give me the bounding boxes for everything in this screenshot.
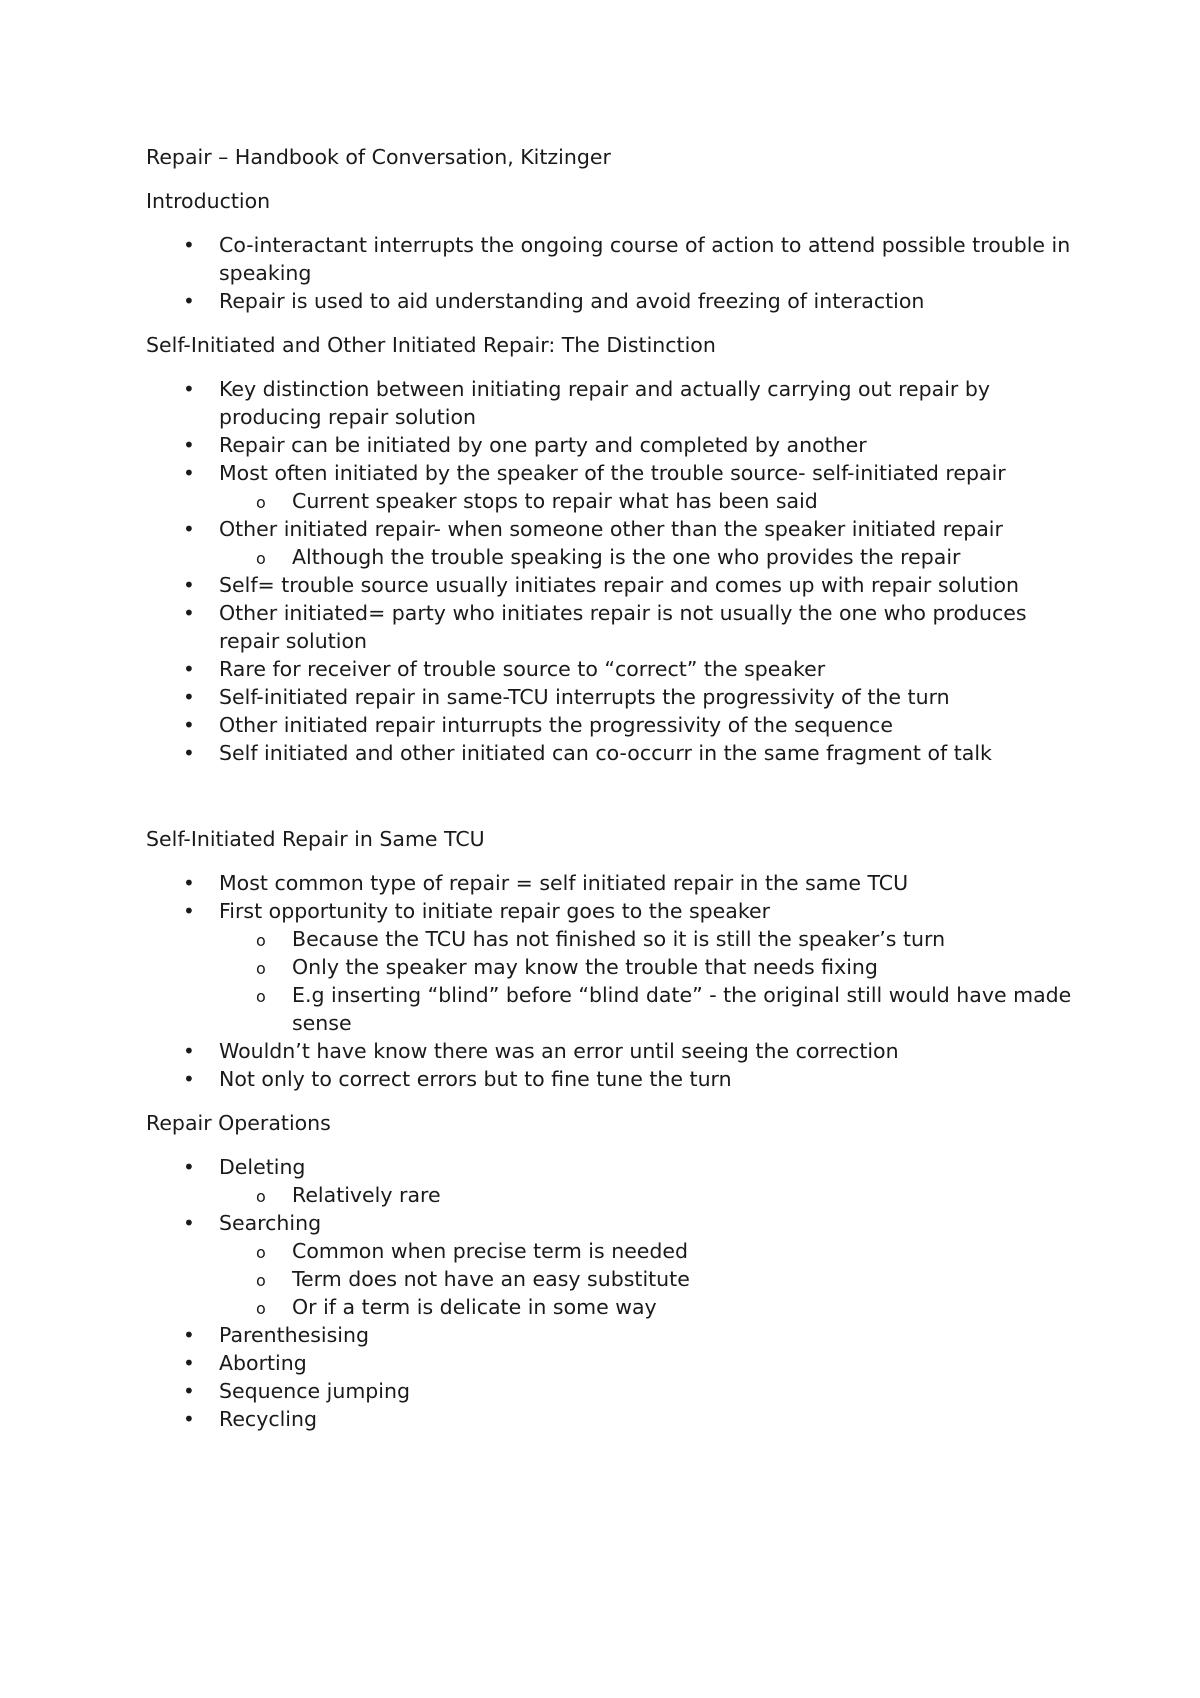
list-item: • Rare for receiver of trouble source to “correct” the speaker: [146, 655, 1086, 683]
list-item: • Key distinction between initiating repair and actually carrying out repair by producing repair solution: [146, 375, 1086, 431]
bullet-list: [146, 231, 1086, 315]
bullet-list: [146, 375, 1086, 767]
sub-list-item: o Current speaker stops to repair what has been said: [219, 487, 1086, 515]
list-item: [146, 1153, 1086, 1209]
list-item: • Co-interactant interrupts the ongoing course of action to attend possible trouble in speaking: [146, 231, 1086, 287]
list-item: • Other initiated repair inturrupts the progressivity of the sequence: [146, 711, 1086, 739]
sub-list: [219, 487, 1086, 515]
list-item-text: Most often initiated by the speaker of the trouble source- self-initiated repair: [219, 461, 1006, 485]
sub-list-item: o Because the TCU has not finished so it is still the speaker’s turn: [219, 925, 1086, 953]
list-item: [146, 459, 1086, 515]
bullet-list: [146, 869, 1086, 1093]
list-item: • Recycling: [146, 1405, 1086, 1433]
section-heading: Introduction: [146, 189, 271, 213]
sub-list-item: o E.g inserting “blind” before “blind date” - the original still would have made sense: [219, 981, 1086, 1037]
list-item-text: Deleting: [219, 1155, 306, 1179]
list-item: • Self-initiated repair in same-TCU interrupts the progressivity of the turn: [146, 683, 1086, 711]
section-heading: Self-Initiated and Other Initiated Repair: The Distinction: [146, 333, 716, 357]
sub-list-item: o Or if a term is delicate in some way: [219, 1293, 1086, 1321]
list-item: • Other initiated= party who initiates repair is not usually the one who produces repair solution: [146, 599, 1086, 655]
sub-list-item: o Although the trouble speaking is the one who provides the repair: [219, 543, 1086, 571]
sub-list-item: o Only the speaker may know the trouble that needs fixing: [219, 953, 1086, 981]
list-item: [146, 515, 1086, 571]
document-page: [146, 143, 1086, 1449]
section-heading: Repair Operations: [146, 1111, 331, 1135]
sub-list-item: o Term does not have an easy substitute: [219, 1265, 1086, 1293]
list-item-text: First opportunity to initiate repair goes to the speaker: [219, 899, 771, 923]
blank-line: [146, 783, 1086, 825]
list-item: • Wouldn’t have know there was an error until seeing the correction: [146, 1037, 1086, 1065]
list-item: • Repair is used to aid understanding and avoid freezing of interaction: [146, 287, 1086, 315]
sub-list-item: o Common when precise term is needed: [219, 1237, 1086, 1265]
list-item: • Sequence jumping: [146, 1377, 1086, 1405]
list-item-text: Other initiated repair- when someone other than the speaker initiated repair: [219, 517, 1003, 541]
list-item: • Not only to correct errors but to fine tune the turn: [146, 1065, 1086, 1093]
sub-list-item: o Relatively rare: [219, 1181, 1086, 1209]
list-item: • Most common type of repair = self initiated repair in the same TCU: [146, 869, 1086, 897]
list-item: • Repair can be initiated by one party and completed by another: [146, 431, 1086, 459]
bullet-list: [146, 1153, 1086, 1433]
sub-list: [219, 1237, 1086, 1321]
list-item: • Self= trouble source usually initiates repair and comes up with repair solution: [146, 571, 1086, 599]
list-item: [146, 1209, 1086, 1321]
list-item-text: Searching: [219, 1211, 322, 1235]
list-item: [146, 897, 1086, 1037]
list-item: • Self initiated and other initiated can co-occurr in the same fragment of talk: [146, 739, 1086, 767]
sub-list: [219, 543, 1086, 571]
section-heading: Self-Initiated Repair in Same TCU: [146, 827, 485, 851]
document-title: Repair – Handbook of Conversation, Kitzinger: [146, 145, 611, 169]
list-item: • Aborting: [146, 1349, 1086, 1377]
sub-list: [219, 1181, 1086, 1209]
list-item: • Parenthesising: [146, 1321, 1086, 1349]
sub-list: [219, 925, 1086, 1037]
